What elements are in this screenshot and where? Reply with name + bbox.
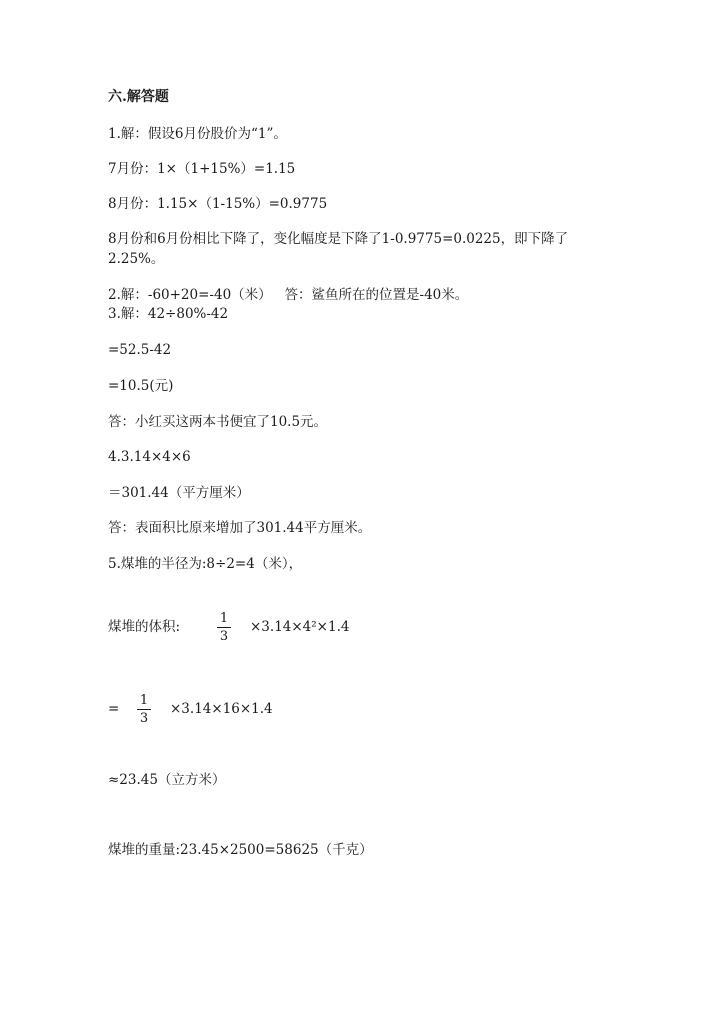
q1-line-4: 8月份和6月份相比下降了，变化幅度是下降了1-0.9775=0.0225，即下降了2.25%。 [108,231,569,267]
fraction-numerator: 1 [219,611,229,626]
q5-equals-sign: = [108,701,120,717]
q1-line-2: 7月份：1×（1+15%）=1.15 [108,161,296,177]
q3-line-1: 3.解：42÷80%-42 [108,306,229,322]
q4-line-2: ＝301.44（平方厘米） [108,485,250,501]
q1-line-1: 1.解：假设6月份股价为“1”。 [108,126,287,142]
fraction-one-third-2 [137,693,151,726]
fraction-bar [217,627,231,628]
q5-line-1: 5.煤堆的半径为:8÷2=4（米）， [108,556,303,572]
q5-approx-result: ≈23.45（立方米） [108,772,226,788]
q5-weight-result: 煤堆的重量:23.45×2500=58625（千克） [108,842,373,858]
q3-answer: 答：小红买这两本书便宜了10.5元。 [108,414,328,430]
section-title: 六.解答题 [108,89,169,105]
q3-line-2: =52.5-42 [108,342,172,358]
q5-volume-label: 煤堆的体积: [108,619,181,635]
fraction-bar [137,709,151,710]
q4-line-1: 4.3.14×4×6 [108,449,191,465]
q3-line-3: =10.5(元) [108,378,174,394]
q2-line-1: 2.解：-60+20=-40（米） 答：鲨鱼所在的位置是-40米。 [108,287,469,303]
fraction-numerator: 1 [139,693,149,708]
q5-volume-expression: ×3.14×4²×1.4 [250,619,350,635]
q4-answer: 答：表面积比原来增加了301.44平方厘米。 [108,520,372,536]
fraction-denominator: 3 [219,629,229,644]
q5-equals-expression: ×3.14×16×1.4 [170,701,273,717]
fraction-one-third [217,611,231,644]
q1-line-3: 8月份：1.15×（1-15%）=0.9775 [108,196,328,212]
fraction-denominator: 3 [139,711,149,726]
